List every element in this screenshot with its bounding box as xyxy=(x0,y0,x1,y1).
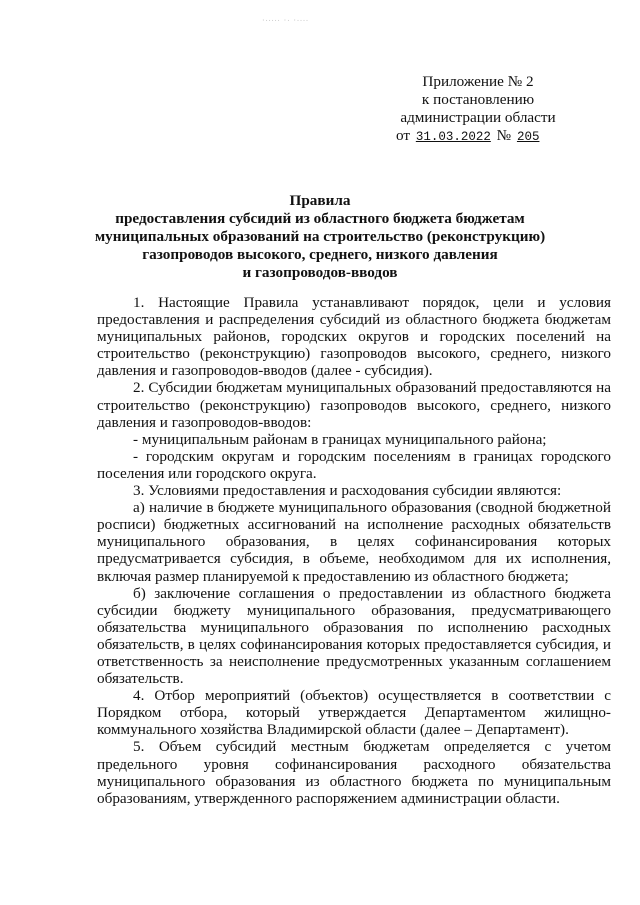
paragraph-2-item-2: - городским округам и городским поселениям в границах городского поселения или городского округа. xyxy=(97,447,611,482)
title-line-2: предоставления субсидий из областного бюджета бюджетам xyxy=(115,210,525,227)
date-prefix: от xyxy=(396,127,411,144)
appendix-number: Приложение № 2 xyxy=(422,73,534,90)
title-line-1: Правила xyxy=(289,192,351,209)
paragraph-3-a: а) наличие в бюджете муниципального образования (сводной бюджетной росписи) бюджетных ассигнований на исполнение расходных обязательств муниципального образования, в целях софинансирования которых предусматривается субсидия, в объеме, необходимом для их исполнения, включая размер планируемой к предоставлению из областного бюджета; xyxy=(97,499,611,585)
paragraph-3: 3. Условиями предоставления и расходования субсидии являются: xyxy=(133,482,562,500)
paragraph-3-b: б) заключение соглашения о предоставлении из областного бюджета субсидии бюджету муниципального образования, предусматривающего обязательства муниципального образования по исполнению расходных обязательств, в целях софинансирования которых предоставляется субсидия, и ответственность за неисполнение предусмотренных указанным соглашением обязательств. xyxy=(97,584,611,688)
title-line-3: муниципальных образований на строительство (реконструкцию) xyxy=(94,228,546,245)
title-line-4: газопроводов высокого, среднего, низкого давления xyxy=(142,246,498,263)
paragraph-2-item-1: - муниципальным районам в границах муниципального района; xyxy=(133,430,547,448)
resolution-date: 31.03.2022 xyxy=(415,130,491,144)
paragraph-1: 1. Настоящие Правила устанавливают порядок, цели и условия предоставления и распределения субсидий из областного бюджета бюджетам муниципальных районов, городских округов и городских поселений на строительство (реконструкцию) газопроводов высокого, среднего, низкого давления и газопроводов-вводов (далее - субсидия). xyxy=(97,294,611,380)
paragraph-2: 2. Субсидии бюджетам муниципальных образований предоставляются на строительство (реконструкцию) газопроводов высокого, среднего, низкого давления и газопроводов-вводов: xyxy=(97,379,611,431)
paragraph-5: 5. Объем субсидий местным бюджетам определяется с учетом предельного уровня софинансирования расходного обязательства муниципального образования из областного бюджета по муниципальным образованиям, утвержденного распоряжением администрации области. xyxy=(97,738,611,807)
resolution-number: 205 xyxy=(516,130,540,144)
document-title xyxy=(60,192,580,282)
appendix-block xyxy=(378,73,578,146)
number-prefix: № xyxy=(496,127,512,144)
appendix-resolution: к постановлению xyxy=(421,91,535,108)
title-line-5: и газопроводов-вводов xyxy=(242,264,398,281)
appendix-date-line xyxy=(378,127,578,146)
document-body xyxy=(97,294,611,807)
scan-artifact: ·∙∙∙∙∙ ·∙ ·∙∙∙∙ xyxy=(262,16,309,25)
appendix-authority: администрации области xyxy=(400,109,556,126)
paragraph-4: 4. Отбор мероприятий (объектов) осуществляется в соответствии с Порядком отбора, который утверждается Департаментом жилищно-коммунального хозяйства Владимирской области (далее – Департамент). xyxy=(97,687,611,739)
